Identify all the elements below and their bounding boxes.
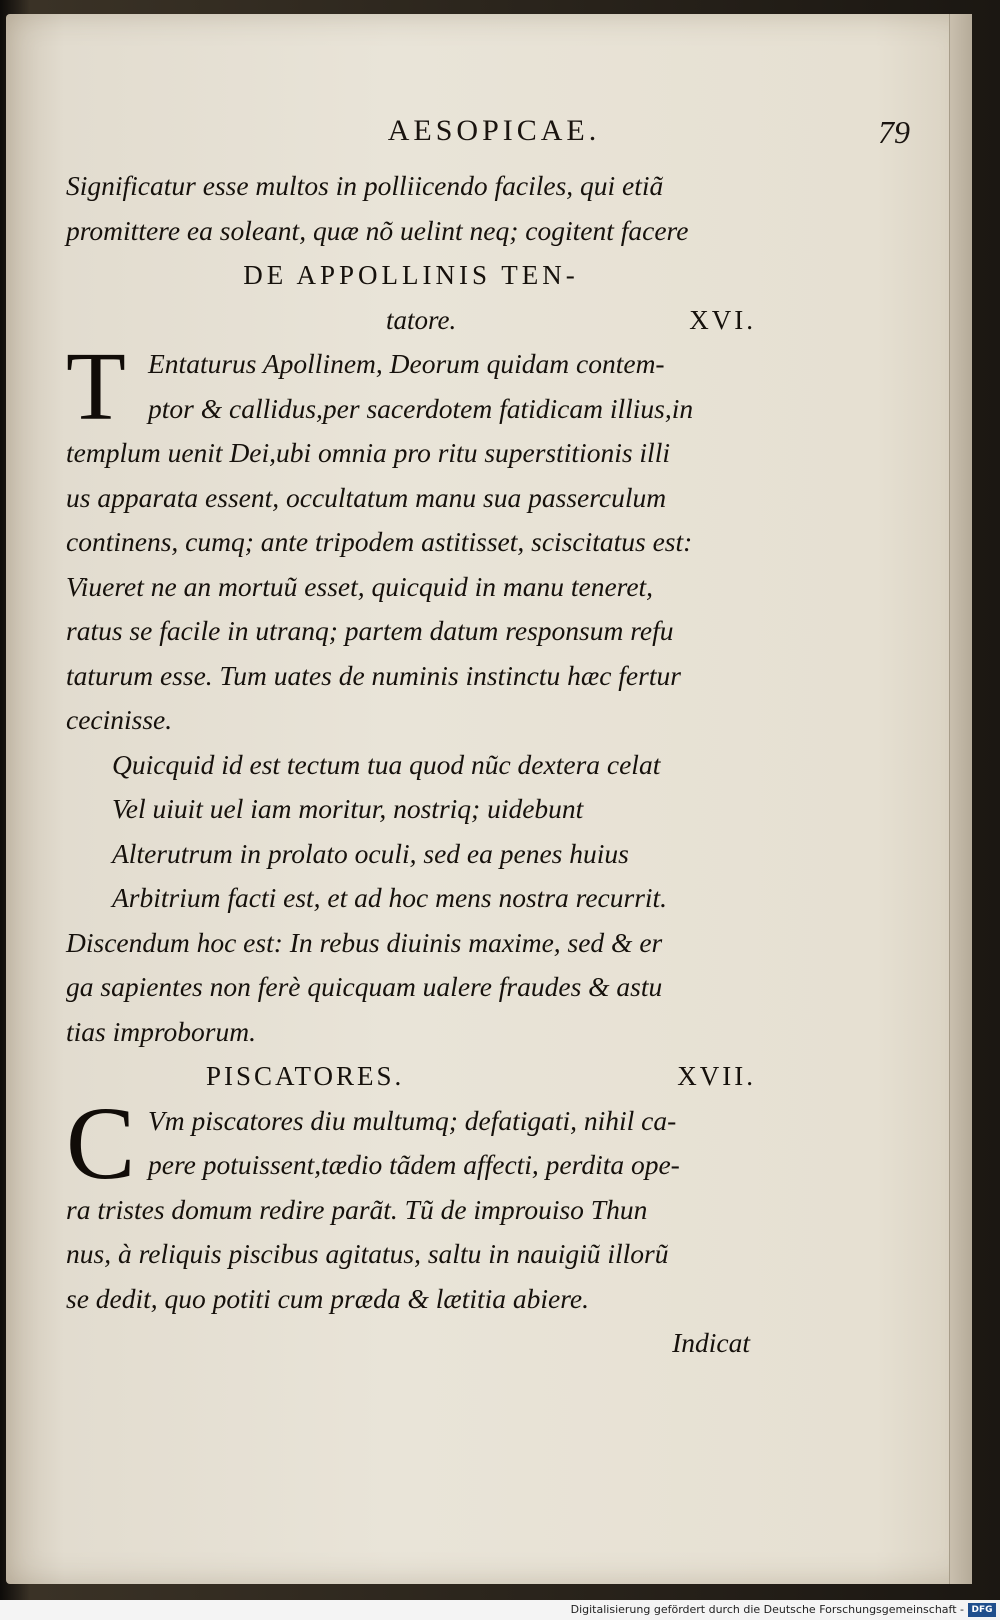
text-line: ptor & callidus,per sacerdotem fatidicam illius,in: [148, 392, 694, 424]
text-line: continens, cumq; ante tripodem astitisset, sciscitatus est:: [66, 526, 693, 557]
fable-body: [66, 333, 756, 743]
catchword: Indicat: [672, 1327, 750, 1358]
verse-line: Alterutrum in prolato oculi, sed ea penes huius: [112, 837, 629, 869]
text-line: pere potuissent,tædio tãdem affecti, perdita ope-: [148, 1149, 680, 1180]
fable-numeral: XVI.: [689, 304, 756, 335]
text-line: nus, à reliquis piscibus agitatus, saltu in nauigiũ illorũ: [66, 1238, 669, 1269]
text-line: promittere ea soleant, quæ nõ uelint neq; cogitent facere: [66, 214, 689, 246]
page-number: 79: [878, 114, 910, 150]
text-line: us apparata essent, occultatum manu sua passerculum: [66, 481, 667, 513]
credit-text: Digitalisierung gefördert durch die Deutsche Forschungsgemeinschaft -: [570, 1603, 964, 1616]
verse-line: Vel uiuit uel iam moritur, nostriq; uidebunt: [112, 793, 584, 824]
moral-line: tias improborum.: [66, 1015, 256, 1047]
fable-numeral: XVII.: [677, 1061, 756, 1091]
fable-title: PISCATORES.: [206, 1061, 405, 1091]
book-page: [6, 14, 972, 1584]
moral-line: Discendum hoc est: In rebus diuinis maxime, sed & er: [66, 926, 663, 958]
fable-title-row: [66, 298, 756, 343]
drop-cap: T: [66, 333, 126, 441]
text-line: Significatur esse multos in polliicendo faciles, qui etiã: [66, 170, 664, 201]
text-line: taturum esse. Tum uates de numinis instinctu hæc fertur: [66, 659, 681, 691]
text-line: cecinisse.: [66, 704, 173, 735]
drop-cap: C: [66, 1085, 136, 1201]
verse-line: Quicquid id est tectum tua quod nũc dextera celat: [112, 748, 661, 780]
page-header: [66, 114, 922, 154]
page-edge: [949, 14, 972, 1584]
verse-line: Arbitrium facti est, et ad hoc mens nostra recurrit.: [112, 882, 668, 913]
text-line: Viueret ne an mortuũ esset, quicquid in manu teneret,: [66, 570, 654, 602]
text-line: se dedit, quo potiti cum præda & lætitia abiere.: [66, 1282, 589, 1314]
text-line: templum uenit Dei,ubi omnia pro ritu superstitionis illi: [66, 437, 670, 468]
fable-body: [66, 1085, 756, 1322]
fable-title-continued: tatore.: [386, 304, 457, 335]
text-line: Entaturus Apollinem, Deorum quidam contem-: [148, 348, 665, 379]
text-line: ra tristes domum redire parãt. Tũ de improuiso Thun: [66, 1193, 648, 1225]
text-line: Vm piscatores diu multumq; defatigati, nihil ca-: [148, 1104, 677, 1136]
running-head: AESOPICAE.: [387, 114, 601, 147]
page-text: [66, 164, 756, 1366]
fable-title-row: [66, 1054, 756, 1099]
digitization-credit: [0, 1600, 1000, 1620]
dfg-logo: DFG: [968, 1603, 996, 1617]
fable-title: DE APPOLLINIS TEN-: [243, 260, 579, 290]
moral-line: ga sapientes non ferè quicquam ualere fraudes & astu: [66, 971, 663, 1002]
text-line: ratus se facile in utranq; partem datum responsum refu: [66, 615, 674, 646]
